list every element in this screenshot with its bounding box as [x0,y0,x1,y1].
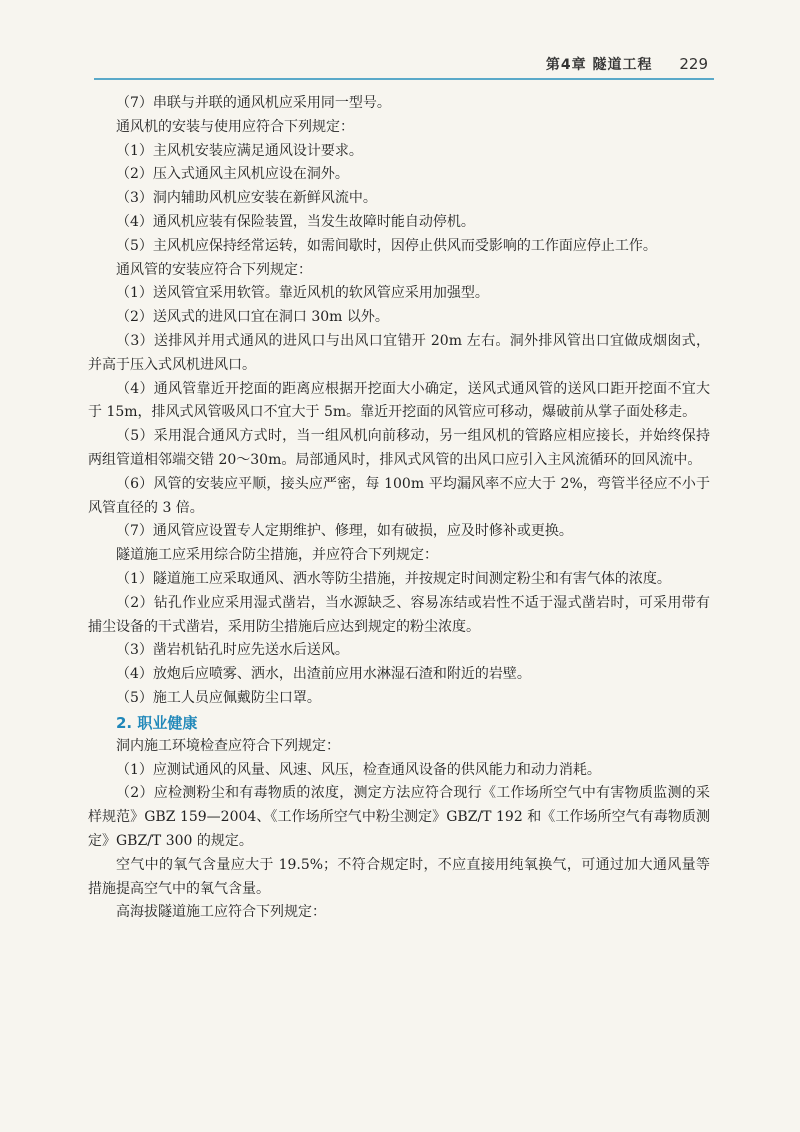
paragraph: （4）放炮后应喷雾、洒水，出渣前应用水淋湿石渣和附近的岩壁。 [116,666,531,683]
paragraph: （7）通风管应设置专人定期维护、修理，如有破损，应及时修补或更换。 [116,523,573,540]
header-right [546,54,708,74]
running-header [94,50,714,80]
paragraph: 空气中的氧气含量应大于 19.5%；不符合规定时，不应直接用纯氧换气，可通过加大通风量等措施提高空气中的氧气含量。 [88,856,710,897]
paragraph: （5）施工人员应佩戴防尘口罩。 [116,689,321,706]
paragraph: （7）串联与并联的通风机应采用同一型号。 [116,95,391,111]
section-heading: 2. 职业健康 [116,713,198,732]
paragraph: （3）送排风并用式通风的进风口与出风口宜错开 20m 左右。洞外排风管出口宜做成烟囱式，并高于压入式风机进风口。 [88,332,710,373]
paragraph: 通风管的安装应符合下列规定： [116,261,312,278]
paragraph: （3）洞内辅助风机应安装在新鲜风流中。 [116,190,377,207]
paragraph: （4）通风管靠近开挖面的距离应根据开挖面大小确定，送风式通风管的送风口距开挖面不宜大于 15m，排风式风管吸风口不宜大于 5m。靠近开挖面的风管应可移动，爆破前从掌子面处移走。 [88,380,710,421]
paragraph: （2）压入式通风主风机应设在洞外。 [116,166,349,183]
paragraph: 高海拔隧道施工应符合下列规定： [116,904,326,921]
paragraph: （3）凿岩机钻孔时应先送水后送风。 [116,642,349,659]
page-body [88,92,710,925]
paragraph: （2）钻孔作业应采用湿式凿岩，当水源缺乏、容易冻结或岩性不适于湿式凿岩时，可采用带有捕尘设备的干式凿岩，采用防尘措施后应达到规定的粉尘浓度。 [88,594,710,635]
paragraph: 洞内施工环境检查应符合下列规定： [116,737,340,754]
chapter-title: 第4章 隧道工程 [545,57,653,73]
paragraph: （2）应检测粉尘和有毒物质的浓度，测定方法应符合现行《工作场所空气中有害物质监测的采样规范》GBZ 159—2004、《工作场所空气中粉尘测定》GBZ/T 192 和《工作场所空气有毒物质测定》GBZ/T 300 的规定。 [88,785,710,849]
paragraph: （1）应测试通风的风量、风速、风压，检查通风设备的供风能力和动力消耗。 [116,761,601,778]
paragraph: （5）主风机应保持经常运转，如需间歇时，因停止供风而受影响的工作面应停止工作。 [116,237,657,254]
paragraph: （2）送风式的进风口宜在洞口 30m 以外。 [116,309,389,326]
page-number: 229 [679,55,708,73]
paragraph: （1）隧道施工应采取通风、洒水等防尘措施，并按规定时间测定粉尘和有害气体的浓度。 [116,570,671,587]
paragraph: 通风机的安装与使用应符合下列规定： [116,118,354,135]
paragraph: （6）风管的安装应平顺，接头应严密，每 100m 平均漏风率不应大于 2%，弯管半径应不小于风管直径的 3 倍。 [88,475,710,516]
paragraph: （4）通风机应装有保险装置，当发生故障时能自动停机。 [116,213,475,230]
paragraph: 隧道施工应采用综合防尘措施，并应符合下列规定： [116,547,438,564]
paragraph: （1）送风管宜采用软管。靠近风机的软风管应采用加强型。 [116,285,489,302]
paragraph: （1）主风机安装应满足通风设计要求。 [116,142,363,159]
paragraph: （5）采用混合通风方式时，当一组风机向前移动，另一组风机的管路应相应接长，并始终保持两组管道相邻端交错 20～30m。局部通风时，排风式风管的出风口应引入主风流循环的回风流中。 [88,428,710,468]
